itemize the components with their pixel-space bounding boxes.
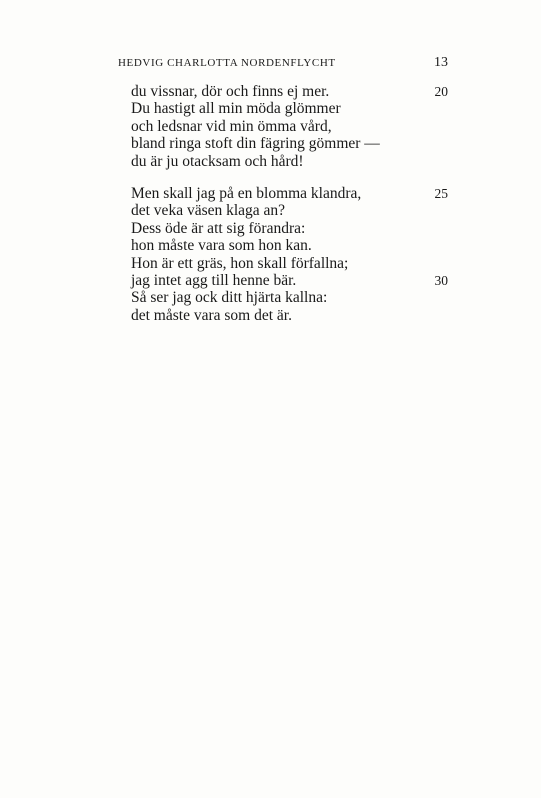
poem-line — [131, 118, 451, 135]
poem-line-text: bland ringa stoft din fägring gömmer — — [131, 135, 380, 153]
poem-line — [131, 153, 451, 170]
poem-line — [131, 135, 451, 152]
poem-line-text: Dess öde är att sig förandra: — [131, 219, 306, 237]
poem-line — [131, 83, 451, 100]
poem-line — [131, 185, 451, 202]
poem-line — [131, 202, 451, 219]
poem-line — [131, 255, 451, 272]
poem-line — [131, 220, 451, 237]
poem-line-text: hon måste vara som hon kan. — [131, 237, 312, 255]
running-head: HEDVIG CHARLOTTA NORDENFLYCHT — [118, 57, 336, 69]
poem-line — [131, 100, 451, 117]
line-number: 30 — [434, 272, 448, 288]
poem-line-text: det veka väsen klaga an? — [131, 202, 286, 220]
poem-line-text: och ledsnar vid min ömma vård, — [131, 117, 332, 135]
poem-line-text: jag intet agg till henne bär. — [131, 271, 297, 289]
page-number: 13 — [434, 55, 448, 70]
line-number: 25 — [434, 186, 448, 201]
poem-line-text: Men skall jag på en blomma klandra, — [131, 185, 362, 202]
poem-line-text: du vissnar, dör och finns ej mer. — [131, 83, 330, 100]
poem-line-text: det måste vara som det är. — [131, 306, 292, 324]
poem-line-text: Så ser jag ock ditt hjärta kallna: — [131, 289, 328, 307]
poem-line-text: du är ju otacksam och hård! — [131, 152, 304, 170]
stanza-2 — [131, 185, 451, 324]
poem-line — [131, 289, 451, 306]
poem-line — [131, 307, 451, 324]
poem-line-text: Du hastigt all min möda glömmer — [131, 100, 341, 118]
stanza-1 — [131, 83, 451, 170]
poem-line-text: Hon är ett gräs, hon skall förfallna; — [131, 254, 349, 272]
poem-line — [131, 237, 451, 254]
poem-line — [131, 272, 451, 289]
line-number: 20 — [434, 84, 448, 99]
